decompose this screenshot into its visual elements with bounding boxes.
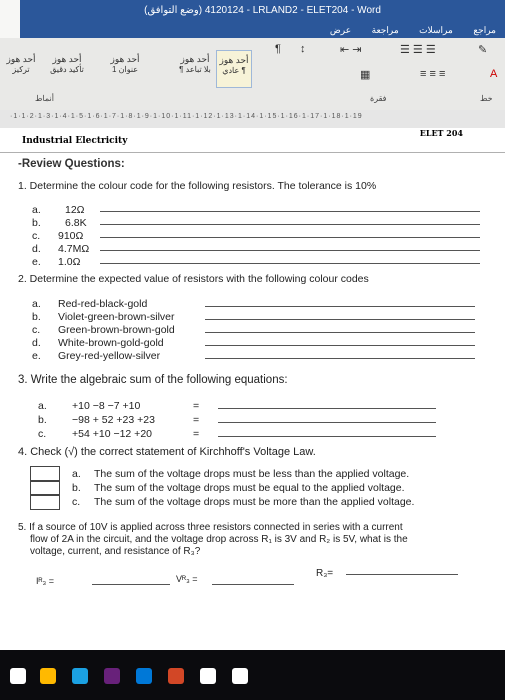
horizontal-ruler[interactable] (0, 110, 505, 129)
q1-item-e: 1.0Ω (58, 256, 81, 268)
vr3-answer-line[interactable] (212, 584, 294, 585)
answer-line[interactable] (205, 332, 475, 333)
chrome-icon[interactable] (200, 668, 216, 684)
style-emphasis[interactable]: أحد هوز تركيز (6, 54, 36, 74)
q1-item-e-label: e. (32, 256, 41, 268)
header-right: ELET 204 (419, 128, 463, 138)
q1-item-d-label: d. (32, 243, 41, 255)
r3-answer-line[interactable] (346, 574, 458, 575)
answer-line[interactable] (218, 408, 436, 409)
tab-review[interactable]: مراجعة (371, 25, 399, 35)
q2-item-d-label: d. (32, 337, 41, 349)
q2-item-e: Grey-red-yellow-silver (58, 350, 161, 362)
window-title: (وضع التوافق) 4120124 - LRLAND2 - ELET204 - Word (144, 5, 381, 16)
window-title-bar (20, 0, 505, 22)
word-icon[interactable] (232, 668, 248, 684)
answer-line[interactable] (100, 211, 480, 212)
answer-line[interactable] (205, 345, 475, 346)
ruler-marks: ·1·1·2·1·3·1·4·1·5·1·6·1·7·1·8·1·9·1·10·1·11·1·12·1·13·1·14·1·15·1·16·1·17·1·18·1·19 (10, 113, 363, 120)
q2-item-b: Violet-green-brown-silver (58, 311, 175, 323)
q3-item-b-label: b. (38, 414, 47, 426)
q4-text: 4. Check (√) the correct statement of Kirchhoff's Voltage Law. (18, 446, 316, 458)
r3-label: R₃= (316, 568, 334, 579)
teams-icon[interactable] (104, 668, 120, 684)
q3-item-c-label: c. (38, 428, 47, 440)
q2-item-d: White-brown-gold-gold (58, 337, 164, 349)
header-left: Industrial Electricity (22, 136, 128, 146)
group-font-label: خط (480, 94, 493, 103)
q3-item-a-equals: = (193, 400, 200, 412)
edge-icon[interactable] (136, 668, 152, 684)
q2-text: 2. Determine the expected value of resistors with the following colour codes (18, 273, 369, 285)
ribbon (0, 38, 505, 111)
shading-icon[interactable]: ▦ (360, 69, 371, 81)
answer-line[interactable] (205, 358, 475, 359)
taskbar (0, 650, 505, 700)
q1-item-b-label: b. (32, 217, 41, 229)
font-color-icon[interactable]: A (490, 68, 498, 80)
indent-icon[interactable]: ⇤ ⇥ (340, 44, 362, 56)
ir3-label: Iᴿ₃ = (36, 576, 54, 586)
review-heading: -Review Questions: (18, 158, 125, 170)
q1-item-c: 910Ω (58, 230, 84, 242)
q2-item-e-label: e. (32, 350, 41, 362)
sort-icon[interactable]: ↕ (300, 43, 306, 55)
q1-item-a: 12Ω (65, 204, 85, 216)
format-painter-icon[interactable]: ✎ (478, 44, 488, 56)
q4-item-a: The sum of the voltage drops must be less than the applied voltage. (94, 468, 410, 480)
answer-line[interactable] (100, 263, 480, 264)
q3-item-c-equals: = (193, 428, 200, 440)
q1-item-b: 6.8K (65, 217, 87, 229)
q1-item-d: 4.7MΩ (58, 243, 90, 255)
q4-item-c-label: c. (72, 496, 81, 508)
q4-item-a-label: a. (72, 468, 81, 480)
q5-line-3: voltage, current, and resistance of R₃? (30, 546, 201, 557)
tab-mailings[interactable]: مراسلات (419, 25, 453, 35)
browser-icon[interactable] (72, 668, 88, 684)
style-no-spacing[interactable]: أحد هوز ¶ بلا تباعد (179, 54, 211, 74)
q5-line-1: 5. If a source of 10V is applied across three resistors connected in series with a current (18, 522, 403, 533)
powerpoint-icon[interactable] (168, 668, 184, 684)
start-icon[interactable] (10, 668, 26, 684)
answer-line[interactable] (205, 306, 475, 307)
answer-line[interactable] (100, 250, 480, 251)
answer-line[interactable] (218, 436, 436, 437)
answer-line[interactable] (100, 237, 480, 238)
q5-line-2: flow of 2A in the circuit, and the voltage drop across R₁ is 3V and R₂ is 5V, what is the (30, 534, 408, 545)
align-icon[interactable]: ≡ ≡ ≡ (420, 68, 446, 80)
q2-item-c: Green-brown-brown-gold (58, 324, 175, 336)
q3-item-b: −98 + 52 +23 +23 (72, 414, 155, 426)
page-header (0, 128, 505, 153)
ir3-answer-line[interactable] (92, 584, 170, 585)
q2-item-c-label: c. (32, 324, 41, 336)
tab-view[interactable]: عرض (329, 25, 352, 35)
q4-item-b: The sum of the voltage drops must be equal to the applied voltage. (94, 482, 405, 494)
q2-item-a-label: a. (32, 298, 41, 310)
group-paragraph-label: فقرة (370, 94, 387, 103)
q3-item-a-label: a. (38, 400, 47, 412)
q1-text: 1. Determine the colour code for the following resistors. The tolerance is 10% (18, 180, 377, 192)
q3-item-c: +54 +10 −12 +20 (72, 428, 152, 440)
group-styles-label: أنماط (35, 94, 54, 103)
q3-item-a: +10 −8 −7 +10 (72, 400, 141, 412)
q1-item-c-label: c. (32, 230, 41, 242)
answer-line[interactable] (218, 422, 436, 423)
answer-line[interactable] (205, 319, 475, 320)
document-page[interactable] (0, 128, 505, 650)
q4-item-b-label: b. (72, 482, 81, 494)
q2-item-a: Red-red-black-gold (58, 298, 148, 310)
checkbox-c[interactable] (30, 494, 60, 510)
q3-item-b-equals: = (193, 414, 200, 426)
paragraph-mark-icon[interactable]: ¶ (275, 43, 281, 55)
ribbon-tabs (20, 22, 505, 38)
style-normal[interactable]: أحد هوز عادي ¶ (216, 50, 252, 88)
q3-text: 3. Write the algebraic sum of the following equations: (18, 374, 288, 386)
list-icon[interactable]: ☰ ☰ ☰ (400, 44, 436, 56)
q4-item-c: The sum of the voltage drops must be more than the applied voltage. (94, 496, 415, 508)
vr3-label: Vᴿ₃ = (176, 574, 198, 584)
q2-item-b-label: b. (32, 311, 41, 323)
file-explorer-icon[interactable] (40, 668, 56, 684)
q1-item-a-label: a. (32, 204, 41, 216)
style-subtle-emphasis[interactable]: أحد هوز تأكيد دقيق (50, 54, 84, 74)
style-heading-1[interactable]: أحد هوز عنوان 1 (110, 54, 140, 74)
answer-line[interactable] (100, 224, 480, 225)
tab-references[interactable]: مراجع (473, 25, 496, 35)
